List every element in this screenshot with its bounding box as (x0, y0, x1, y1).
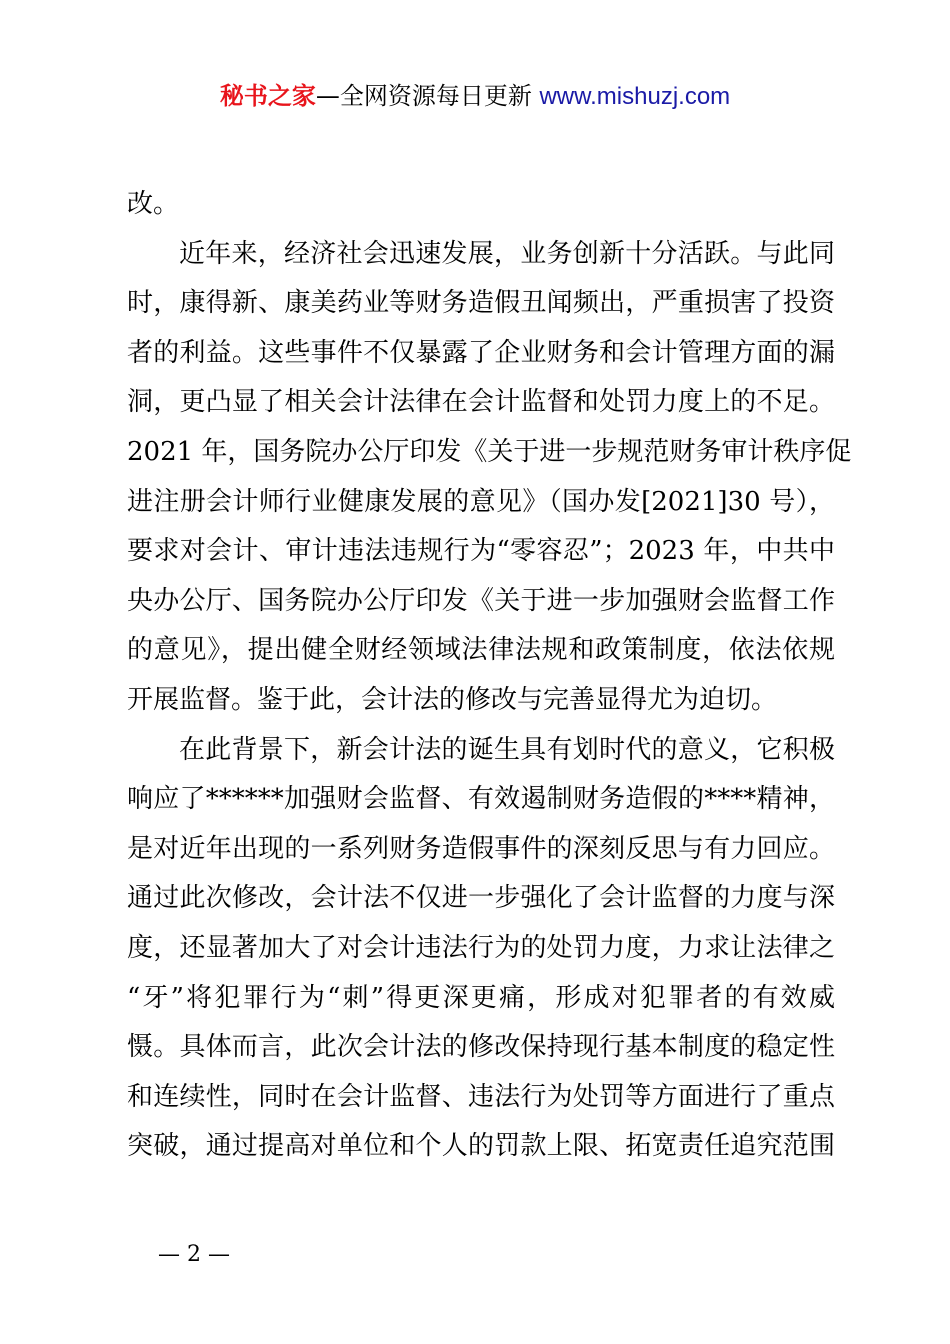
text-line: 响应了******加强财会监督、有效遏制财务造假的****精神， (127, 784, 835, 815)
page-number: — 2 — (158, 1242, 230, 1267)
text-line: 和连续性，同时在会计监督、违法行为处罚等方面进行了重点 (127, 1081, 835, 1112)
text-line: 是对近年出现的一系列财务造假事件的深刻反思与有力回应。 (127, 833, 835, 864)
text-line: 央办公厅、国务院办公厅印发《关于进一步加强财会监督工作 (127, 585, 835, 616)
text-line: 者的利益。这些事件不仅暴露了企业财务和会计管理方面的漏 (127, 337, 835, 368)
text-line: 进注册会计师行业健康发展的意见》（国办发[2021]30 号）， (127, 486, 835, 517)
text-line: 时，康得新、康美药业等财务造假丑闻频出，严重损害了投资 (127, 288, 835, 319)
text-line: 要求对会计、审计违法违规行为“零容忍”；2023 年，中共中 (127, 536, 835, 567)
text-line: 通过此次修改，会计法不仅进一步强化了会计监督的力度与深 (127, 883, 835, 914)
text-line: 在此背景下，新会计法的诞生具有划时代的意义，它积极 (179, 734, 835, 765)
header-url[interactable]: www.mishuzj.com (539, 83, 731, 110)
text-line: 度，还显著加大了对会计违法行为的处罚力度，力求让法律之 (127, 932, 835, 963)
text-line: “牙”将犯罪行为“刺”得更深更痛，形成对犯罪者的有效威 (127, 982, 835, 1013)
text-line: 洞，更凸显了相关会计法律在会计监督和处罚力度上的不足。 (127, 387, 835, 418)
text-line: 慑。具体而言，此次会计法的修改保持现行基本制度的稳定性 (127, 1032, 835, 1063)
brand-name: 秘书之家 (219, 82, 316, 110)
text-line: 近年来，经济社会迅速发展，业务创新十分活跃。与此同 (179, 238, 835, 269)
text-line: 突破，通过提高对单位和个人的罚款上限、拓宽责任追究范围 (127, 1131, 835, 1162)
header-tagline: —全网资源每日更新 (315, 82, 532, 110)
text-line: 的意见》，提出健全财经领域法律法规和政策制度，依法依规 (127, 635, 835, 666)
site-header (0, 78, 950, 115)
document-body (127, 180, 852, 1172)
text-line: 2021 年，国务院办公厅印发《关于进一步规范财务审计秩序促 (127, 436, 852, 467)
text-line: 开展监督。鉴于此，会计法的修改与完善显得尤为迫切。 (127, 684, 778, 715)
text-line: 改。 (127, 189, 180, 219)
